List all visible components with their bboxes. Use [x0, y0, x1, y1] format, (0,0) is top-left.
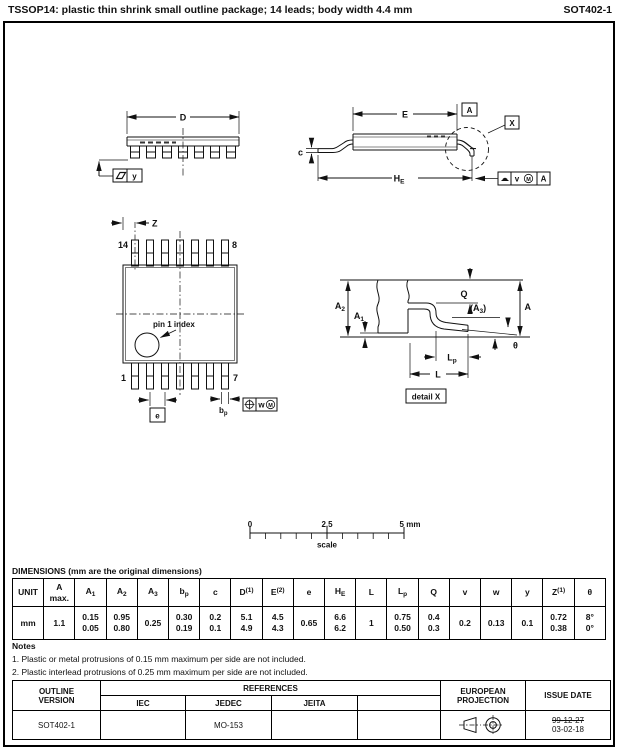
tol-datum-label: A — [540, 174, 547, 184]
detail-x-caption-box — [406, 389, 446, 403]
flatness-label: y — [132, 172, 137, 181]
dim-label-A3: $(A_3)$ — [470, 303, 487, 315]
dim-value-c: 0.2 0.1 — [200, 607, 231, 640]
dim-label-Q: Q — [460, 289, 468, 299]
dim-value-HE: 6.6 6.2 — [325, 607, 356, 640]
dim-label-e: e — [155, 411, 160, 421]
page-title: TSSOP14: plastic thin shrink small outline package; 14 leads; body width 4.4 mm — [8, 4, 413, 16]
iec-header: IEC — [101, 696, 186, 711]
dim-value-D: 5.1 4.9 — [231, 607, 262, 640]
note-1: 1. Plastic or metal protrusions of 0.15 mm maximum per side are not included. — [12, 654, 306, 664]
dim-value-bp: 0.30 0.19 — [169, 607, 200, 640]
dim-value-Lp: 0.75 0.50 — [387, 607, 418, 640]
dim-value-A: 1.1 — [44, 607, 75, 640]
first-angle-projection-icon — [457, 713, 509, 737]
notes-title: Notes — [12, 641, 36, 651]
dim-value-UNIT: mm — [13, 607, 44, 640]
scale-tick-0: 0 — [247, 520, 253, 529]
outline-version-value: SOT402-1 — [13, 711, 101, 740]
side-view-drawing — [298, 103, 550, 186]
dim-header-L: L — [356, 579, 387, 607]
top-view-drawing — [99, 111, 239, 182]
dim-value-A1: 0.15 0.05 — [75, 607, 106, 640]
dim-header-E: $E^{(2)}$ — [262, 579, 293, 607]
detail-x-ref-box — [488, 116, 519, 133]
pin-view-drawing — [111, 217, 277, 422]
dim-header-A: A max. — [44, 579, 75, 607]
dimensions-title: DIMENSIONS (mm are the original dimensions) — [12, 566, 202, 576]
dim-header-c: c — [200, 579, 231, 607]
dim-header-v: v — [449, 579, 480, 607]
detail-x-caption: detail X — [411, 392, 441, 402]
flatness-datum-y — [99, 160, 142, 182]
dim-header-Lp: $L_p$ — [387, 579, 418, 607]
tol-w-label: w — [258, 400, 265, 410]
dim-header-y: y — [512, 579, 543, 607]
dim-bp — [210, 392, 240, 417]
scale-bar — [248, 520, 421, 550]
jedec-header: JEDEC — [186, 696, 272, 711]
dim-label-A: A — [524, 302, 531, 312]
tol-v-label: v — [514, 174, 520, 184]
pin-7-label: 7 — [233, 373, 239, 383]
package-marking-dots-2 — [427, 136, 445, 138]
dim-label-Lp: $L_p$ — [447, 352, 457, 365]
issue-date-value — [526, 711, 611, 740]
datum-a-box — [462, 103, 477, 116]
dimensions-table — [12, 578, 606, 640]
dim-value-w: 0.13 — [481, 607, 512, 640]
dim-value-θ: 8° 0° — [574, 607, 605, 640]
pin-1-index-label: pin 1 index — [153, 320, 195, 329]
pin-14-label: 14 — [117, 240, 128, 250]
jeita-header: JEITA — [272, 696, 358, 711]
dim-z — [111, 217, 158, 230]
issue-date-old: 99-12-27 — [551, 716, 585, 725]
dim-c — [298, 140, 318, 162]
dim-label-E: E — [401, 109, 409, 120]
scale-caption: scale — [316, 540, 338, 550]
european-projection-header: EUROPEAN PROJECTION — [441, 681, 526, 711]
tol-m-label: M — [526, 177, 531, 183]
dim-value-A2: 0.95 0.80 — [106, 607, 137, 640]
jeita-value — [272, 711, 358, 740]
references-header: REFERENCES — [101, 681, 441, 696]
iec-value — [101, 711, 186, 740]
flatness-symbol-icon — [117, 173, 126, 179]
dim-label-Z: Z — [152, 218, 158, 229]
datum-a-label: A — [466, 106, 473, 115]
detail-x-ref-label: X — [509, 119, 515, 128]
issue-date-new: 03-02-18 — [551, 725, 585, 734]
dim-label-theta: θ — [513, 340, 518, 351]
note-2: 2. Plastic interlead protrusions of 0.25 mm maximum per side are not included. — [12, 667, 308, 677]
dim-header-D: $D^{(1)}$ — [231, 579, 262, 607]
dim-value-y: 0.1 — [512, 607, 543, 640]
jedec-value: MO-153 — [186, 711, 272, 740]
blank-header — [358, 696, 441, 711]
outline-version-header: OUTLINE VERSION — [13, 681, 101, 711]
dim-header-A3: $A_3$ — [137, 579, 168, 607]
dim-header-w: w — [481, 579, 512, 607]
package-marking-dots — [140, 142, 176, 144]
scale-tick-2-5: 2.5 — [321, 520, 333, 529]
dim-header-bp: $b_p$ — [169, 579, 200, 607]
dim-value-e: 0.65 — [293, 607, 324, 640]
dim-label-L: L — [435, 369, 441, 380]
dim-e — [138, 392, 177, 422]
position-tolerance-frame — [243, 398, 277, 411]
dim-header-θ: θ — [574, 579, 605, 607]
tol-m-label-2: M — [268, 403, 273, 409]
dim-value-row — [13, 607, 606, 640]
projection-symbol-cell — [441, 711, 526, 740]
dim-header-HE: $H_E$ — [325, 579, 356, 607]
dim-label-HE: $H_E$ — [393, 173, 405, 186]
dim-header-row — [13, 579, 606, 607]
notes-section — [12, 640, 308, 679]
blank-value — [358, 711, 441, 740]
dim-label-A1: $A_1$ — [353, 311, 364, 323]
pin-1-label: 1 — [120, 373, 126, 383]
dim-value-E: 4.5 4.3 — [262, 607, 293, 640]
doc-id: SOT402-1 — [563, 4, 612, 16]
dim-value-L: 1 — [356, 607, 387, 640]
dim-header-Q: Q — [418, 579, 449, 607]
dim-header-A1: $A_1$ — [75, 579, 106, 607]
dim-label-D: D — [179, 112, 187, 123]
reference-table — [12, 680, 611, 740]
dim-value-Q: 0.4 0.3 — [418, 607, 449, 640]
dim-header-A2: $A_2$ — [106, 579, 137, 607]
detail-x-drawing — [335, 268, 532, 403]
pin-8-label: 8 — [232, 240, 238, 250]
dim-value-A3: 0.25 — [137, 607, 168, 640]
dim-header-e: e — [293, 579, 324, 607]
scale-tick-5mm: 5 mm — [399, 520, 421, 529]
pin-1-index-circle — [135, 333, 159, 357]
dim-label-c: c — [297, 147, 303, 158]
dim-label-bp: $b_p$ — [219, 406, 228, 417]
seating-plane-tolerance-frame — [476, 172, 551, 185]
dim-value-v: 0.2 — [449, 607, 480, 640]
dim-header-UNIT: UNIT — [13, 579, 44, 607]
dim-header-Z: $Z^{(1)}$ — [543, 579, 574, 607]
issue-date-header: ISSUE DATE — [526, 681, 611, 711]
dim-value-Z: 0.72 0.38 — [543, 607, 574, 640]
dim-label-A2: $A_2$ — [334, 301, 345, 313]
